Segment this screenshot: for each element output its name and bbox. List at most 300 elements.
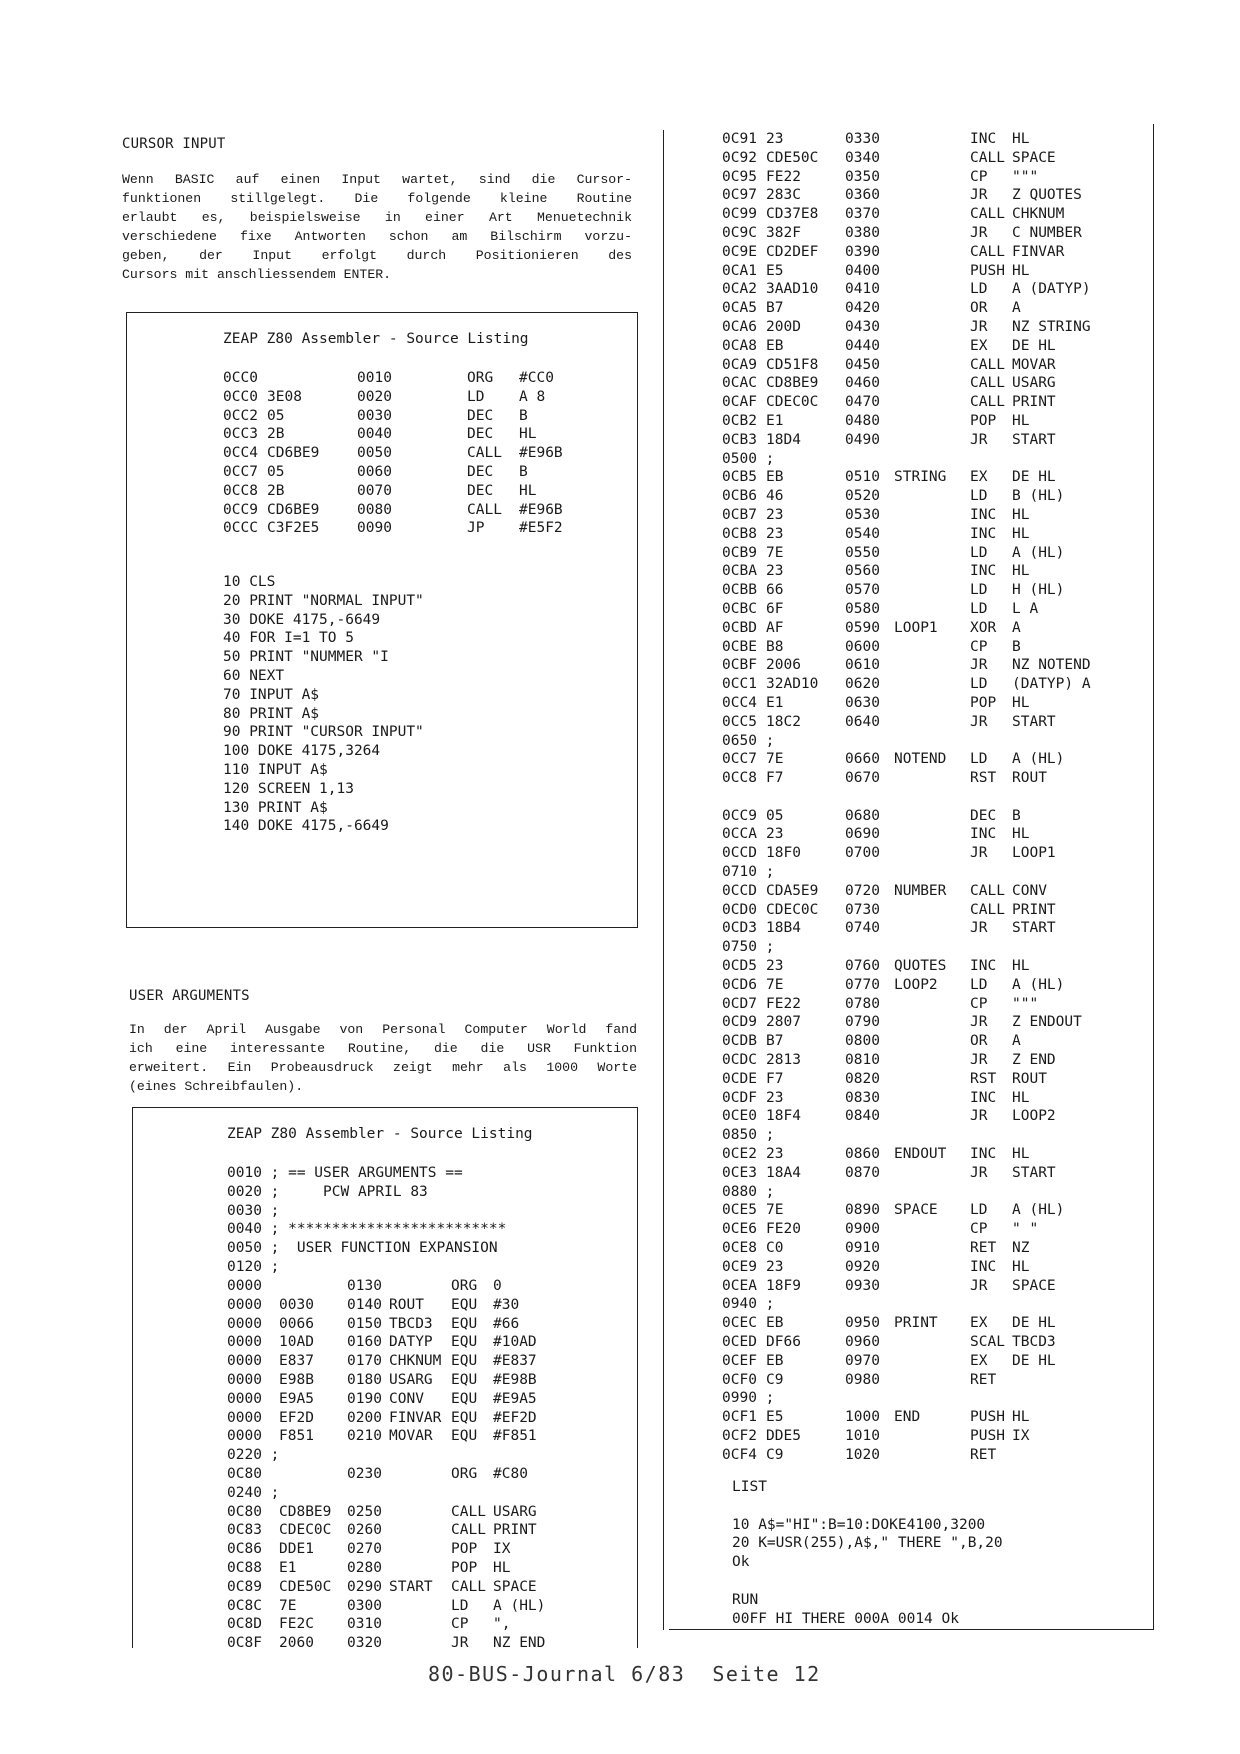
user-arguments-paragraph bbox=[129, 1020, 637, 1096]
listing-row bbox=[227, 1540, 627, 1559]
listing-row bbox=[722, 882, 1142, 901]
listing-row bbox=[722, 1089, 1142, 1108]
listing-row-cell: RST bbox=[970, 770, 997, 787]
listing-row-cell: CONV bbox=[1012, 882, 1047, 899]
listing-row-cell: PRINT bbox=[1012, 394, 1056, 411]
listing-row-cell: 2813 bbox=[766, 1052, 801, 1069]
asm-row bbox=[223, 501, 623, 520]
listing-row-cell: CALL bbox=[970, 394, 1005, 411]
listing-row-cell: END bbox=[894, 1409, 921, 1426]
listing-row-cell: LOOP1 bbox=[1012, 845, 1056, 862]
cursor-input-listing-title: ZEAP Z80 Assembler - Source Listing bbox=[223, 331, 529, 347]
listing-row-cell: B bbox=[1012, 638, 1021, 655]
listing-row-cell: 0C89 bbox=[227, 1578, 262, 1595]
asm-row-cell: 2B bbox=[267, 426, 285, 443]
listing-row-cell: 0750 ; bbox=[722, 939, 775, 956]
listing-row-cell: FE20 bbox=[766, 1221, 801, 1238]
listing-row-cell: 0310 bbox=[347, 1616, 382, 1633]
listing-row-cell: OR bbox=[970, 1033, 988, 1050]
listing-row-cell: CALL bbox=[970, 149, 1005, 166]
listing-row-cell: FE2C bbox=[279, 1616, 314, 1633]
listing-row bbox=[722, 450, 1142, 469]
asm-row-cell: DEC bbox=[467, 407, 494, 424]
listing-row-cell: NOTEND bbox=[894, 751, 947, 768]
listing-row-cell: 32AD10 bbox=[766, 676, 819, 693]
asm-row bbox=[223, 482, 623, 501]
listing-row bbox=[722, 1201, 1142, 1220]
listing-row-cell: 0CCD bbox=[722, 882, 757, 899]
list-run-output bbox=[732, 1478, 1152, 1628]
listing-row-cell: 0390 bbox=[845, 243, 880, 260]
listing-row bbox=[722, 732, 1142, 751]
listing-row-cell: 0880 ; bbox=[722, 1183, 775, 1200]
listing-row-cell: 0CD5 bbox=[722, 958, 757, 975]
listing-row-cell: 0330 bbox=[845, 131, 880, 147]
listing-row-cell: 0C99 bbox=[722, 206, 757, 223]
listing-row-cell: 0CE5 bbox=[722, 1202, 757, 1219]
listing-row-cell: E1 bbox=[766, 412, 784, 429]
listing-row-cell: 0950 bbox=[845, 1315, 880, 1332]
listing-row-cell: JR bbox=[970, 1108, 988, 1125]
listing-row bbox=[227, 1390, 627, 1409]
basic-line: 60 NEXT bbox=[223, 667, 285, 684]
comment-line: 0020 ; PCW APRIL 83 bbox=[227, 1183, 428, 1200]
basic-line: 10 CLS bbox=[223, 574, 276, 590]
asm-row-cell: DEC bbox=[467, 482, 494, 499]
listing-row-cell: 05 bbox=[766, 807, 784, 824]
basic-line: 40 FOR I=1 TO 5 bbox=[223, 630, 354, 647]
listing-row-cell: USARG bbox=[493, 1503, 537, 1520]
listing-row-cell: E1 bbox=[766, 694, 784, 711]
listing-row-cell: A bbox=[1012, 619, 1021, 636]
paragraph-line: ich eine interessante Routine, die die USR Funktion bbox=[129, 1041, 637, 1056]
listing-row bbox=[722, 243, 1142, 262]
listing-row-cell: SPACE bbox=[1012, 1277, 1056, 1294]
listing-row bbox=[722, 130, 1142, 149]
listing-row-cell: 0C88 bbox=[227, 1559, 262, 1576]
listing-row bbox=[227, 1333, 627, 1352]
cursor-input-basic bbox=[223, 573, 623, 836]
listing-row-cell: PRINT bbox=[1012, 901, 1056, 918]
listing-row-cell: 0CDB bbox=[722, 1033, 757, 1050]
listing-row-cell: LD bbox=[970, 544, 988, 561]
listing-row-cell: CHKNUM bbox=[1012, 206, 1065, 223]
user-arguments-header-comments bbox=[227, 1164, 627, 1277]
listing-row-cell: 0CA8 bbox=[722, 337, 757, 354]
listing-row bbox=[722, 262, 1142, 281]
listing-row-cell: 0C80 bbox=[227, 1465, 262, 1482]
listing-row-cell: PUSH bbox=[970, 1427, 1005, 1444]
asm-row-cell: 0020 bbox=[357, 388, 392, 405]
listing-row-cell: 0740 bbox=[845, 920, 880, 937]
listing-row-cell: 0CE8 bbox=[722, 1240, 757, 1257]
listing-row-cell: LD bbox=[970, 582, 988, 599]
asm-row bbox=[223, 519, 623, 538]
asm-row-cell: 0060 bbox=[357, 463, 392, 480]
listing-row-cell: CP bbox=[970, 1221, 988, 1238]
listing-row-cell: INC bbox=[970, 826, 997, 843]
output-line: Ok bbox=[732, 1554, 750, 1571]
listing-row-cell: 0150 bbox=[347, 1315, 382, 1332]
listing-row-cell: 0CA1 bbox=[722, 262, 757, 279]
listing-row bbox=[722, 1352, 1142, 1371]
asm-row-cell: DEC bbox=[467, 426, 494, 443]
listing-row-cell: HL bbox=[493, 1559, 511, 1576]
listing-row bbox=[722, 506, 1142, 525]
listing-row-cell: Z QUOTES bbox=[1012, 187, 1082, 204]
listing-row-cell: 18C2 bbox=[766, 713, 801, 730]
listing-row-cell: 0CC1 bbox=[722, 676, 757, 693]
listing-row-cell: 0810 bbox=[845, 1052, 880, 1069]
listing-row-cell: 0710 ; bbox=[722, 864, 775, 881]
paragraph-line: verschiedene fixe Antworten schon am Bilschirm vorzu- bbox=[122, 229, 632, 244]
listing-row-cell: EX bbox=[970, 1315, 988, 1332]
output-line: RUN bbox=[732, 1591, 759, 1608]
asm-row-cell: ORG bbox=[467, 370, 494, 386]
listing-row-cell: B7 bbox=[766, 300, 784, 317]
listing-row-cell: 0CCD bbox=[722, 845, 757, 862]
listing-row-cell: C9 bbox=[766, 1446, 784, 1463]
listing-row-cell: INC bbox=[970, 1089, 997, 1106]
listing-row-cell: 0CEA bbox=[722, 1277, 757, 1294]
listing-row-cell: 0CE2 bbox=[722, 1146, 757, 1163]
listing-row bbox=[227, 1446, 627, 1465]
cursor-input-heading: CURSOR INPUT bbox=[122, 136, 226, 152]
listing-row-cell: Z ENDOUT bbox=[1012, 1014, 1082, 1031]
listing-row-cell: HL bbox=[1012, 525, 1030, 542]
asm-row-cell: 0090 bbox=[357, 520, 392, 537]
listing-row-cell: HL bbox=[1012, 262, 1030, 279]
user-arguments-heading: USER ARGUMENTS bbox=[129, 988, 250, 1004]
listing-row-cell: NUMBER bbox=[894, 882, 947, 899]
asm-row-cell: #E96B bbox=[519, 445, 563, 462]
listing-row-cell: 0CC7 bbox=[722, 751, 757, 768]
listing-row-cell: A bbox=[1012, 300, 1021, 317]
listing-row-cell: """ bbox=[1012, 995, 1039, 1012]
listing-row-cell: CALL bbox=[970, 243, 1005, 260]
listing-row-cell: HL bbox=[1012, 826, 1030, 843]
listing-row-cell: 0170 bbox=[347, 1353, 382, 1370]
asm-row-cell: 0CCC bbox=[223, 520, 258, 537]
listing-row-cell: E837 bbox=[279, 1353, 314, 1370]
listing-row-cell: HL bbox=[1012, 958, 1030, 975]
paragraph-line: erlaubt es, beispielsweise in einer Art Menuetechnik bbox=[122, 210, 632, 225]
listing-row-cell: DATYP bbox=[389, 1334, 433, 1351]
basic-line: 120 SCREEN 1,13 bbox=[223, 780, 354, 797]
listing-row-cell: B (HL) bbox=[1012, 488, 1065, 505]
listing-row-cell: F7 bbox=[766, 770, 784, 787]
listing-row-cell: DEC bbox=[970, 807, 997, 824]
listing-row-cell: 0CA2 bbox=[722, 281, 757, 298]
asm-row-cell: CALL bbox=[467, 445, 502, 462]
listing-row bbox=[722, 638, 1142, 657]
listing-row bbox=[722, 1145, 1142, 1164]
listing-row-cell: 0160 bbox=[347, 1334, 382, 1351]
output-line: 10 A$="HI":B=10:DOKE4100,3200 bbox=[732, 1516, 986, 1533]
listing-row-cell: 23 bbox=[766, 1146, 784, 1163]
asm-row bbox=[223, 444, 623, 463]
listing-row-cell: 0000 bbox=[227, 1353, 262, 1370]
asm-row-cell: 0CC7 bbox=[223, 463, 258, 480]
listing-row-cell: 7E bbox=[766, 1202, 784, 1219]
listing-row-cell: INC bbox=[970, 1258, 997, 1275]
listing-row-cell: QUOTES bbox=[894, 958, 947, 975]
listing-row bbox=[227, 1296, 627, 1315]
output-line bbox=[732, 1572, 1152, 1591]
listing-row-cell: 23 bbox=[766, 506, 784, 523]
listing-row-cell: ORG bbox=[451, 1465, 478, 1482]
listing-row-cell: STRING bbox=[894, 469, 947, 486]
listing-row-cell: INC bbox=[970, 506, 997, 523]
basic-line: 110 INPUT A$ bbox=[223, 761, 328, 778]
listing-row-cell: 0600 bbox=[845, 638, 880, 655]
listing-row-cell: HL bbox=[1012, 694, 1030, 711]
listing-row-cell: 0610 bbox=[845, 657, 880, 674]
paragraph-line: Cursors mit anschliessendem ENTER. bbox=[122, 267, 392, 282]
listing-row-cell: 0790 bbox=[845, 1014, 880, 1031]
listing-row-cell: INC bbox=[970, 525, 997, 542]
asm-row-cell: B bbox=[519, 463, 528, 480]
listing-row-cell: 0000 bbox=[227, 1278, 262, 1294]
listing-row bbox=[722, 788, 1142, 807]
listing-row bbox=[722, 694, 1142, 713]
listing-row-cell: CD8BE9 bbox=[279, 1503, 332, 1520]
listing-row-cell: CALL bbox=[970, 356, 1005, 373]
listing-row-cell: E98B bbox=[279, 1371, 314, 1388]
listing-row-cell: B8 bbox=[766, 638, 784, 655]
listing-row-cell: INC bbox=[970, 958, 997, 975]
listing-row-cell: PRINT bbox=[493, 1522, 537, 1539]
basic-line: 130 PRINT A$ bbox=[223, 799, 328, 816]
listing-row bbox=[722, 1013, 1142, 1032]
listing-row bbox=[722, 619, 1142, 638]
page-footer: 80-BUS-Journal 6/83 Seite 12 bbox=[428, 1662, 821, 1686]
listing-row-cell: 0630 bbox=[845, 694, 880, 711]
listing-row-cell: 0930 bbox=[845, 1277, 880, 1294]
listing-row-cell: 0640 bbox=[845, 713, 880, 730]
cursor-input-asm bbox=[223, 369, 623, 538]
listing-row bbox=[722, 1107, 1142, 1126]
listing-row-cell: 0CCA bbox=[722, 826, 757, 843]
asm-row-cell: HL bbox=[519, 482, 537, 499]
listing-row-cell: 7E bbox=[766, 544, 784, 561]
listing-row bbox=[722, 1032, 1142, 1051]
asm-row-cell: #CC0 bbox=[519, 370, 554, 386]
listing-row-cell: 0C97 bbox=[722, 187, 757, 204]
listing-row bbox=[227, 1409, 627, 1428]
listing-row-cell: JR bbox=[970, 713, 988, 730]
listing-row-cell: CHKNUM bbox=[389, 1353, 442, 1370]
comment-line: 0040 ; ************************* bbox=[227, 1221, 507, 1238]
listing-row-cell: 0CD7 bbox=[722, 995, 757, 1012]
listing-row-cell: 0660 bbox=[845, 751, 880, 768]
listing-row-cell: 0500 ; bbox=[722, 450, 775, 467]
listing-row bbox=[722, 976, 1142, 995]
cursor-input-paragraph bbox=[122, 170, 632, 284]
paragraph-line: geben, der Input erfolgt durch Positionieren des bbox=[122, 248, 632, 263]
listing-row bbox=[722, 1164, 1142, 1183]
listing-row-cell: DF66 bbox=[766, 1334, 801, 1350]
listing-row-cell: LD bbox=[970, 676, 988, 693]
listing-row-cell: CDE50C bbox=[766, 149, 819, 166]
listing-row-cell: EX bbox=[970, 469, 988, 486]
listing-row bbox=[722, 713, 1142, 732]
listing-row-cell: 0CE6 bbox=[722, 1221, 757, 1238]
listing-row bbox=[722, 412, 1142, 431]
listing-row-cell: 1000 bbox=[845, 1409, 880, 1426]
listing-row-cell: 0CB6 bbox=[722, 488, 757, 505]
paragraph-line: (eines Schreibfaulen). bbox=[129, 1079, 304, 1094]
listing-row bbox=[722, 600, 1142, 619]
listing-row-cell: CDA5E9 bbox=[766, 882, 819, 899]
asm-row-cell: #E5F2 bbox=[519, 520, 563, 537]
listing-row-cell: 0CD0 bbox=[722, 901, 757, 918]
listing-row-cell: CP bbox=[970, 995, 988, 1012]
listing-row-cell: " " bbox=[1012, 1221, 1039, 1238]
listing-row-cell: 0670 bbox=[845, 770, 880, 787]
comment-line: 0030 ; bbox=[227, 1202, 280, 1219]
listing-row-cell: 23 bbox=[766, 958, 784, 975]
listing-row-cell: 0200 bbox=[347, 1409, 382, 1426]
basic-line: 20 PRINT "NORMAL INPUT" bbox=[223, 592, 424, 609]
listing-row-cell: 0C8D bbox=[227, 1616, 262, 1633]
listing-row bbox=[722, 318, 1142, 337]
listing-row-cell: 10AD bbox=[279, 1334, 314, 1351]
listing-row-cell: #10AD bbox=[493, 1334, 537, 1351]
listing-row-cell: 0CA5 bbox=[722, 300, 757, 317]
listing-row-cell: HL bbox=[1012, 1258, 1030, 1275]
comment-line: 0010 ; == USER ARGUMENTS == bbox=[227, 1165, 463, 1181]
listing-row-cell: 0C9E bbox=[722, 243, 757, 260]
listing-row-cell: CDEC0C bbox=[279, 1522, 332, 1539]
listing-row-cell: E5 bbox=[766, 1409, 784, 1426]
listing-row-cell: A (HL) bbox=[1012, 1202, 1065, 1219]
listing-row-cell: EX bbox=[970, 1352, 988, 1369]
output-line bbox=[732, 1497, 1152, 1516]
listing-row-cell: JR bbox=[970, 1014, 988, 1031]
listing-row-cell: SPACE bbox=[894, 1202, 938, 1219]
cursor-input-listing-box bbox=[126, 312, 638, 928]
listing-row-cell: EQU bbox=[451, 1296, 478, 1313]
listing-row bbox=[722, 468, 1142, 487]
listing-row-cell: 0CC5 bbox=[722, 713, 757, 730]
listing-row-cell: 0CB8 bbox=[722, 525, 757, 542]
listing-row bbox=[227, 1427, 627, 1446]
listing-row-cell: 0000 bbox=[227, 1296, 262, 1313]
listing-row bbox=[722, 1183, 1142, 1202]
listing-row-cell: RET bbox=[970, 1371, 997, 1388]
listing-row bbox=[227, 1352, 627, 1371]
listing-row-cell: 0540 bbox=[845, 525, 880, 542]
asm-row-cell: HL bbox=[519, 426, 537, 443]
listing-row-cell: #F851 bbox=[493, 1428, 537, 1445]
listing-row-cell: PUSH bbox=[970, 1409, 1005, 1426]
listing-row-cell: RST bbox=[970, 1070, 997, 1087]
listing-row-cell: A (HL) bbox=[1012, 976, 1065, 993]
listing-row bbox=[722, 168, 1142, 187]
listing-row-cell: SPACE bbox=[1012, 149, 1056, 166]
listing-row bbox=[722, 374, 1142, 393]
listing-row-cell: 0770 bbox=[845, 976, 880, 993]
asm-row-cell: 0CC3 bbox=[223, 426, 258, 443]
listing-row-cell: JR bbox=[451, 1635, 469, 1652]
listing-row-cell: 0C86 bbox=[227, 1541, 262, 1558]
listing-row-cell: EB bbox=[766, 1315, 784, 1332]
listing-row-cell: 23 bbox=[766, 1258, 784, 1275]
listing-row-cell: B bbox=[1012, 807, 1021, 824]
listing-row bbox=[722, 769, 1142, 788]
listing-row-cell: 23 bbox=[766, 525, 784, 542]
listing-row-cell: 0840 bbox=[845, 1108, 880, 1125]
listing-row-cell: 0CA9 bbox=[722, 356, 757, 373]
listing-row-cell: 7E bbox=[766, 976, 784, 993]
listing-row-cell: POP bbox=[970, 694, 997, 711]
listing-row-cell: 0590 bbox=[845, 619, 880, 636]
listing-row-cell: POP bbox=[451, 1541, 478, 1558]
listing-row-cell: 23 bbox=[766, 1089, 784, 1106]
listing-row-cell: HL bbox=[1012, 131, 1030, 147]
listing-row bbox=[227, 1578, 627, 1597]
listing-row-cell: 0CEF bbox=[722, 1352, 757, 1369]
listing-row-cell: 66 bbox=[766, 582, 784, 599]
listing-row-cell: START bbox=[1012, 713, 1056, 730]
listing-row-cell: 0910 bbox=[845, 1240, 880, 1257]
listing-row-cell: EB bbox=[766, 337, 784, 354]
output-line: 20 K=USR(255),A$," THERE ",B,20 bbox=[732, 1535, 1003, 1552]
user-arguments-listing-right bbox=[722, 130, 1142, 1465]
listing-row-cell: 0CC8 bbox=[722, 770, 757, 787]
listing-row-cell: #E837 bbox=[493, 1353, 537, 1370]
listing-row-cell: HL bbox=[1012, 1089, 1030, 1106]
listing-row-cell: JR bbox=[970, 845, 988, 862]
listing-row-cell: 0240 ; bbox=[227, 1484, 280, 1501]
listing-row-cell: #E98B bbox=[493, 1371, 537, 1388]
listing-row-cell: 0510 bbox=[845, 469, 880, 486]
asm-row-cell: JP bbox=[467, 520, 485, 537]
listing-row bbox=[722, 1333, 1142, 1352]
listing-row bbox=[722, 1314, 1142, 1333]
listing-row-cell: 0760 bbox=[845, 958, 880, 975]
listing-row-cell: 0450 bbox=[845, 356, 880, 373]
listing-row-cell: 0900 bbox=[845, 1221, 880, 1238]
listing-row bbox=[722, 299, 1142, 318]
listing-row-cell: 0CF2 bbox=[722, 1427, 757, 1444]
listing-row-cell: JR bbox=[970, 920, 988, 937]
listing-row-cell: OR bbox=[970, 300, 988, 317]
asm-row-cell: 0CC8 bbox=[223, 482, 258, 499]
listing-row-cell: 0680 bbox=[845, 807, 880, 824]
listing-row-cell: 0560 bbox=[845, 563, 880, 580]
output-line: LIST bbox=[732, 1479, 767, 1495]
asm-row-cell: 0CC0 bbox=[223, 388, 258, 405]
listing-row-cell: LOOP2 bbox=[894, 976, 938, 993]
asm-row bbox=[223, 425, 623, 444]
listing-row bbox=[722, 1126, 1142, 1145]
listing-row-cell: 0CDE bbox=[722, 1070, 757, 1087]
listing-row-cell: 0350 bbox=[845, 168, 880, 185]
listing-row-cell: CALL bbox=[451, 1503, 486, 1520]
listing-row-cell: EQU bbox=[451, 1315, 478, 1332]
asm-row-cell: 0040 bbox=[357, 426, 392, 443]
listing-row-cell: EQU bbox=[451, 1390, 478, 1407]
listing-row-cell: 0420 bbox=[845, 300, 880, 317]
listing-row-cell: 0CB5 bbox=[722, 469, 757, 486]
user-arguments-listing-left bbox=[227, 1277, 627, 1653]
listing-row bbox=[722, 938, 1142, 957]
listing-row-cell: NZ END bbox=[493, 1635, 546, 1652]
listing-row-cell: CDEC0C bbox=[766, 901, 819, 918]
listing-row-cell: 283C bbox=[766, 187, 801, 204]
